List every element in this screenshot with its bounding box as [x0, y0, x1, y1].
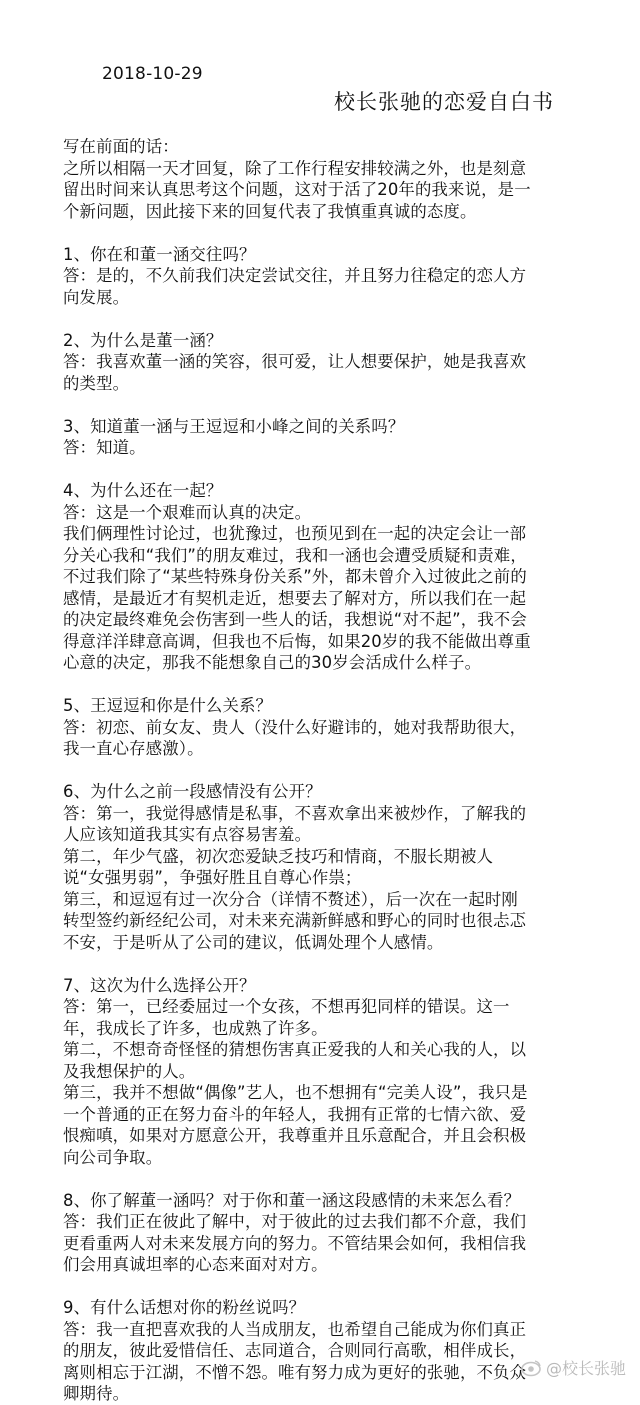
- letter-line: 1、你在和董一涵交往吗？: [63, 244, 256, 264]
- letter-line: 转型签约新经纪公司，对未来充满新鲜感和野心的同时也很忐忑: [63, 911, 527, 930]
- letter-title: 校长张驰的恋爱自白书: [334, 90, 554, 114]
- letter-line: 第二，不想奇奇怪怪的猜想伤害真正爱我的人和关心我的人，以: [63, 1040, 527, 1059]
- paragraph-gap: [63, 953, 635, 975]
- letter-line: 心意的决定，那我不能想象自己的30岁会活成什么样子。: [63, 653, 482, 672]
- letter-line: 的类型。: [63, 373, 130, 393]
- letter-line: 之所以相隔一天才回复，除了工作行程安排较满之外，也是刻意: [63, 158, 527, 178]
- letter-line: 2、为什么是董一涵？: [63, 330, 223, 350]
- letter-line: 9、有什么话想对你的粉丝说吗？: [63, 1298, 306, 1317]
- letter-date: 2018-10-29: [102, 64, 203, 84]
- letter-line: 答：知道。: [63, 438, 146, 457]
- watermark: [520, 1356, 626, 1379]
- letter-line: 6、为什么之前一段感情没有公开？: [63, 782, 322, 801]
- letter-line: 答：我们正在彼此了解中，对于彼此的过去我们都不介意，我们: [63, 1212, 527, 1231]
- letter-line: 感情，是最近才有契机走近，想要去了解对方，所以我们在一起: [63, 588, 527, 608]
- letter-line: 7、这次为什么选择公开？: [63, 975, 256, 995]
- weibo-eye-icon: [520, 1359, 542, 1377]
- letter-line: 人应该知道我其实有点容易害羞。: [63, 825, 312, 844]
- letter-line: 向公司争取。: [63, 1147, 163, 1167]
- paragraph-gap: [63, 760, 635, 782]
- letter-line: 我一直心存感激）。: [63, 739, 204, 758]
- paragraph-gap: [63, 674, 635, 696]
- letter-line: 答：我一直把喜欢我的人当成朋友，也希望自己能成为你们真正: [63, 1319, 527, 1339]
- letter-line: 恨痴嗔，如果对方愿意公开，我尊重并且乐意配合，并且会积极: [63, 1126, 527, 1145]
- letter-body: [63, 136, 635, 1405]
- letter-line: 们会用真诚坦率的心态来面对对方。: [63, 1255, 328, 1274]
- letter-line: 答：我喜欢董一涵的笑容，很可爱，让人想要保护，她是我喜欢: [63, 352, 527, 371]
- paragraph-gap: [63, 394, 635, 416]
- letter-line: 不过我们除了“某些特殊身份关系”外，都未曾介入过彼此之前的: [63, 567, 527, 586]
- letter-line: 得意洋洋肆意高调，但我也不后悔，如果20岁的我不能做出尊重: [63, 631, 531, 651]
- letter-line: 5、王逗逗和你是什么关系？: [63, 696, 273, 715]
- letter-line: 的决定最终难免会伤害到一些人的话，我想说“对不起”，我不会: [63, 610, 527, 629]
- letter-line: 4、为什么还在一起？: [63, 481, 223, 500]
- paragraph-gap: [63, 222, 635, 244]
- letter-line: 答：第一，已经委屈过一个女孩，不想再犯同样的错误。这一: [63, 997, 510, 1016]
- letter-line: 一个普通的正在努力奋斗的年轻人，我拥有正常的七情六欲、爱: [63, 1104, 527, 1124]
- watermark-text: @校长张驰: [546, 1359, 627, 1378]
- letter-line: 及我想保护的人。: [63, 1061, 196, 1081]
- letter-line: 离则相忘于江湖，不憎不怨。唯有努力成为更好的张驰，不负众: [63, 1362, 527, 1382]
- letter-line: 我们俩理性讨论过，也犹豫过，也预见到在一起的决定会让一部: [63, 524, 527, 543]
- letter-line: 第三，我并不想做“偶像”艺人，也不想拥有“完美人设”，我只是: [63, 1083, 528, 1102]
- paragraph-gap: [63, 459, 635, 481]
- paragraph-gap: [63, 1276, 635, 1298]
- letter-line: 的朋友，彼此爱惜信任、志同道合，合则同行高歌，相伴成长，: [63, 1341, 527, 1360]
- letter-line: 分关心我和“我们”的朋友难过，我和一涵也会遭受质疑和责难，: [63, 545, 527, 565]
- letter-line: 答：是的，不久前我们决定尝试交往，并且努力往稳定的恋人方: [63, 266, 527, 285]
- letter-line: 卿期待。: [63, 1384, 130, 1403]
- letter-line: 留出时间来认真思考这个问题，这对于活了20年的我来说，是一: [63, 180, 531, 199]
- letter-line: 更看重两人对未来发展方向的努力。不管结果会如何，我相信我: [63, 1233, 527, 1253]
- letter-line: 第三，和逗逗有过一次分合（详情不赘述），后一次在一起时刚: [63, 889, 518, 909]
- letter-line: 写在前面的话：: [63, 137, 179, 156]
- paragraph-gap: [63, 1168, 635, 1190]
- letter-line: 答：初恋、前女友、贵人（没什么好避讳的，她对我帮助很大，: [63, 717, 527, 737]
- letter-line: 个新问题，因此接下来的回复代表了我慎重真诚的态度。: [63, 201, 477, 221]
- letter-line: 3、知道董一涵与王逗逗和小峰之间的关系吗？: [63, 416, 405, 436]
- letter-line: 答：第一，我觉得感情是私事，不喜欢拿出来被炒作，了解我的: [63, 803, 527, 823]
- letter-line: 8、你了解董一涵吗？对于你和董一涵这段感情的未来怎么看？: [63, 1190, 521, 1210]
- paragraph-gap: [63, 308, 635, 330]
- letter-line: 第二，年少气盛，初次恋爱缺乏技巧和情商，不服长期被人: [63, 846, 494, 866]
- letter-line: 向发展。: [63, 287, 130, 307]
- letter-line: 不安，于是听从了公司的建议，低调处理个人感情。: [63, 932, 444, 952]
- letter-line: 答：这是一个艰难而认真的决定。: [63, 502, 312, 522]
- letter-line: 说“女强男弱”，争强好胜且自尊心作祟；: [63, 868, 362, 887]
- letter-line: 年，我成长了许多，也成熟了许多。: [63, 1018, 328, 1038]
